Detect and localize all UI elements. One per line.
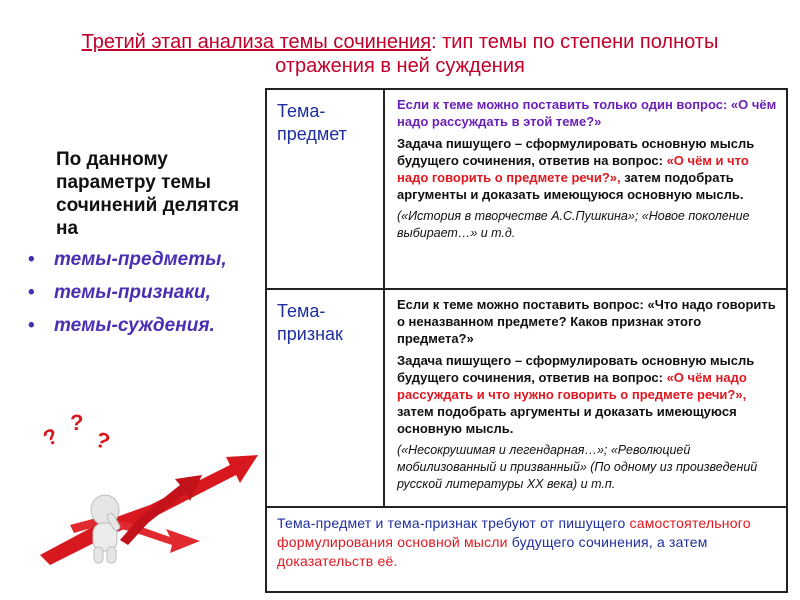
left-panel bbox=[28, 148, 258, 347]
title-rest: : тип темы по степени полноты отражения в ней суждения bbox=[275, 31, 719, 77]
svg-text:?: ? bbox=[39, 422, 62, 452]
theme-types-table bbox=[265, 88, 788, 593]
table-row bbox=[266, 507, 787, 592]
example-text: («Несокрушимая и легендарная…»; «Революцией мобилизованный и призванный» (По одному из произведений русской литературы XX века) и т.п. bbox=[397, 443, 758, 491]
title-underlined: Третий этап анализа темы сочинения bbox=[81, 31, 432, 53]
bullet-icon: • bbox=[28, 249, 35, 270]
thinking-man-illustration bbox=[30, 405, 260, 565]
row-head-priznak: Тема-признак bbox=[266, 289, 384, 507]
bullet-icon: • bbox=[28, 315, 35, 336]
task-text: Задача пишущего – сформулировать основную мысль будущего сочинения, ответив на вопрос: «О чём надо рассуждать и что нужно говорить о предмете речи?», затем подобрать аргументы и доказать имеющуюся основную мысль. bbox=[397, 353, 755, 436]
summary-text: Тема-предмет и тема-признак требуют от пишущего самостоятельного формулирования основной мысли будущего сочинения, а затем доказательств её. bbox=[266, 507, 787, 592]
bullet-icon: • bbox=[28, 282, 35, 303]
example-text: («История в творчестве А.С.Пушкина»; «Новое поколение выбирает…» и т.д. bbox=[397, 209, 750, 240]
row-body-predmet bbox=[384, 89, 787, 289]
list-item: • темы-признаки, bbox=[28, 282, 211, 303]
intro-text: По данному параметру темы сочинений делятся на bbox=[56, 149, 240, 239]
table-row bbox=[266, 289, 787, 507]
slide-title bbox=[30, 30, 770, 78]
question-text: Если к теме можно поставить только один вопрос: «О чём надо рассуждать в этой теме?» bbox=[397, 97, 777, 129]
table-row bbox=[266, 89, 787, 289]
row-head-predmet: Тема-предмет bbox=[266, 89, 384, 289]
question-text: Если к теме можно поставить вопрос: «Что надо говорить о неназванном предмете? Каков признак этого предмета?» bbox=[397, 297, 776, 346]
types-list bbox=[28, 248, 258, 337]
svg-text:?: ? bbox=[92, 426, 114, 455]
svg-text:?: ? bbox=[70, 410, 84, 435]
list-item: • темы-предметы, bbox=[28, 249, 227, 270]
row-body-priznak bbox=[384, 289, 787, 507]
list-item: • темы-суждения. bbox=[28, 315, 215, 336]
task-text: Задача пишущего – сформулировать основную мысль будущего сочинения, ответив на вопрос: «О чём и что надо говорить о предмете речи?», затем подобрать аргументы и доказать имеющуюся основную мысль. bbox=[397, 136, 755, 202]
